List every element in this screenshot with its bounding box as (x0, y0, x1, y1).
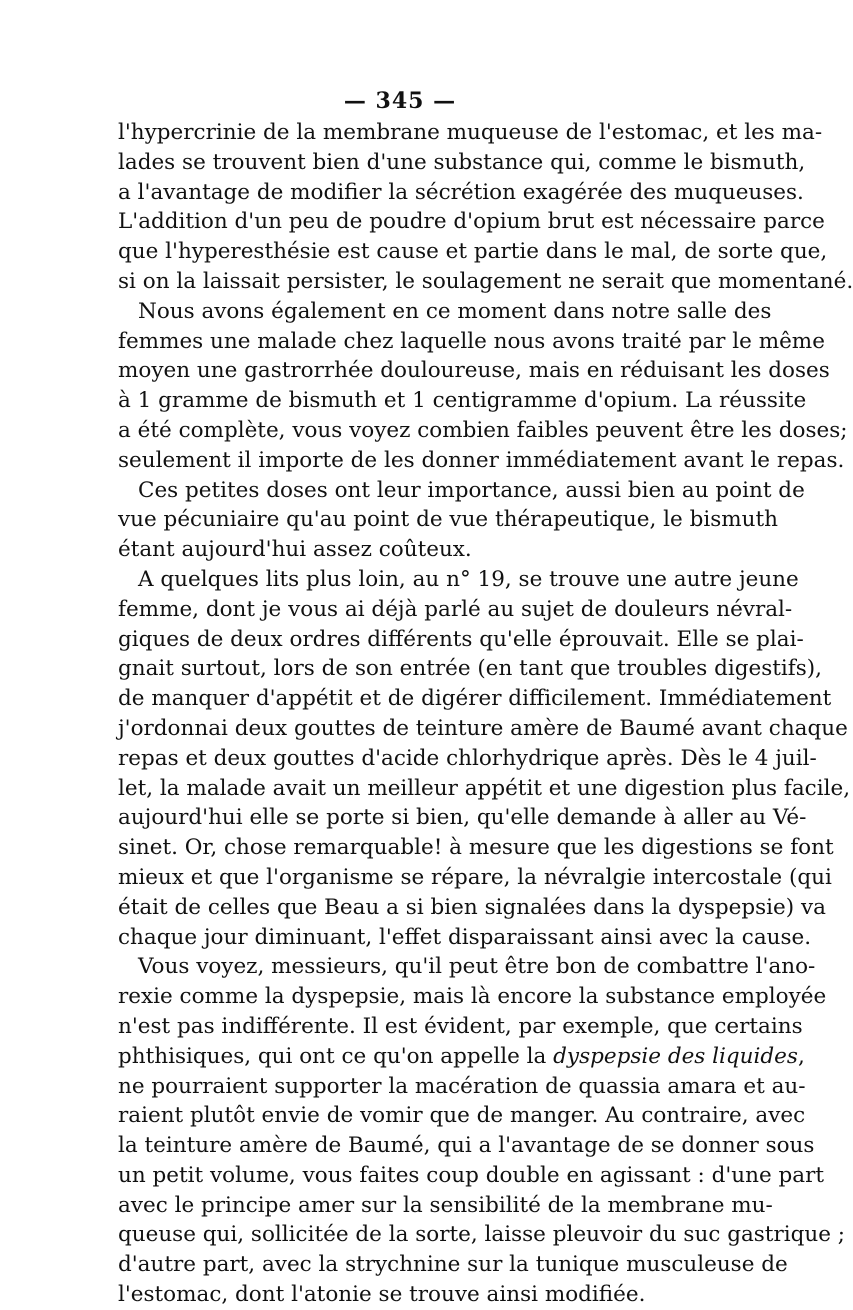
text-line: raient plutôt envie de vomir que de manger. Au contraire, avec (118, 1103, 806, 1129)
text-line: gnait surtout, lors de son entrée (en tant que troubles digestifs), (118, 656, 822, 682)
text-line: A quelques lits plus loin, au n° 19, se trouve une autre jeune (138, 566, 799, 592)
text-line: j'ordonnai deux gouttes de teinture amère de Baumé avant chaque (118, 715, 848, 741)
text-line: giques de deux ordres différents qu'elle éprouvait. Elle se plai- (118, 626, 804, 652)
text-line: de manquer d'appétit et de digérer difficilement. Immédiatement (118, 686, 832, 712)
text-line: femmes une malade chez laquelle nous avons traité par le même (118, 328, 825, 354)
text-line: let, la malade avait un meilleur appétit et une digestion plus facile, (118, 775, 851, 801)
text-line: Ces petites doses ont leur importance, aussi bien au point de (138, 477, 805, 503)
text-line: à 1 gramme de bismuth et 1 centigramme d'opium. La réussite (118, 388, 807, 414)
text-line: l'estomac, dont l'atonie se trouve ainsi modifiée. (118, 1282, 646, 1308)
text-line: L'addition d'un peu de poudre d'opium brut est nécessaire parce (118, 209, 825, 235)
text-line: avec le principe amer sur la sensibilité de la membrane mu- (118, 1192, 773, 1218)
text-line: que l'hyperesthésie est cause et partie dans le mal, de sorte que, (118, 239, 828, 265)
text-line: la teinture amère de Baumé, qui a l'avantage de se donner sous (118, 1133, 815, 1159)
text-line: l'hypercrinie de la membrane muqueuse de l'estomac, et les ma- (118, 120, 823, 145)
text-line: ne pourraient supporter la macération de quassia amara et au- (118, 1073, 806, 1099)
text-line: n'est pas indifférente. Il est évident, par exemple, que certains (118, 1013, 803, 1039)
text-line: lades se trouvent bien d'une substance qui, comme le bismuth, (118, 149, 806, 175)
text-line: queuse qui, sollicitée de la sorte, laisse pleuvoir du suc gastrique ; (118, 1222, 846, 1248)
text-line: aujourd'hui elle se porte si bien, qu'elle demande à aller au Vé- (118, 805, 807, 831)
text-line: a été complète, vous voyez combien faibles peuvent être les doses; (118, 417, 848, 443)
text-line: vue pécuniaire qu'au point de vue thérapeutique, le bismuth (118, 507, 778, 533)
text-line: sinet. Or, chose remarquable! à mesure que les digestions se font (118, 835, 834, 861)
text-line: mieux et que l'organisme se répare, la névralgie intercostale (qui (118, 864, 832, 890)
text-line: Vous voyez, messieurs, qu'il peut être bon de combattre l'ano- (138, 954, 816, 980)
text-line: étant aujourd'hui assez coûteux. (118, 537, 472, 563)
text-line: Nous avons également en ce moment dans notre salle des (138, 298, 772, 324)
text-segment: phthisiques, qui ont ce qu'on appelle la (118, 1043, 554, 1069)
text-line: moyen une gastrorrhée douloureuse, mais en réduisant les doses (118, 358, 830, 384)
body-text (118, 118, 853, 1310)
text-line: si on la laissait persister, le soulagement ne serait que momentané. (118, 268, 853, 294)
text-line: a l'avantage de modifier la sécrétion exagérée des muqueuses. (118, 179, 804, 205)
text-line: chaque jour diminuant, l'effet disparaissant ainsi avec la cause. (118, 924, 812, 950)
text-segment: , (797, 1043, 805, 1069)
text-line: seulement il importe de les donner immédiatement avant le repas. (118, 447, 845, 473)
text-line: repas et deux gouttes d'acide chlorhydrique après. Dès le 4 juil- (118, 745, 817, 771)
text-line: était de celles que Beau a si bien signalées dans la dyspepsie) va (118, 894, 826, 920)
text-line (118, 1042, 805, 1072)
page-number: — 345 — (343, 88, 457, 114)
italic-term: dyspepsie des liquides (553, 1043, 798, 1069)
text-line: un petit volume, vous faites coup double en agissant : d'une part (118, 1162, 825, 1188)
text-line: d'autre part, avec la strychnine sur la tunique musculeuse de (118, 1252, 788, 1278)
text-line: femme, dont je vous ai déjà parlé au sujet de douleurs névral- (118, 596, 793, 622)
text-line: rexie comme la dyspepsie, mais là encore la substance employée (118, 984, 827, 1010)
